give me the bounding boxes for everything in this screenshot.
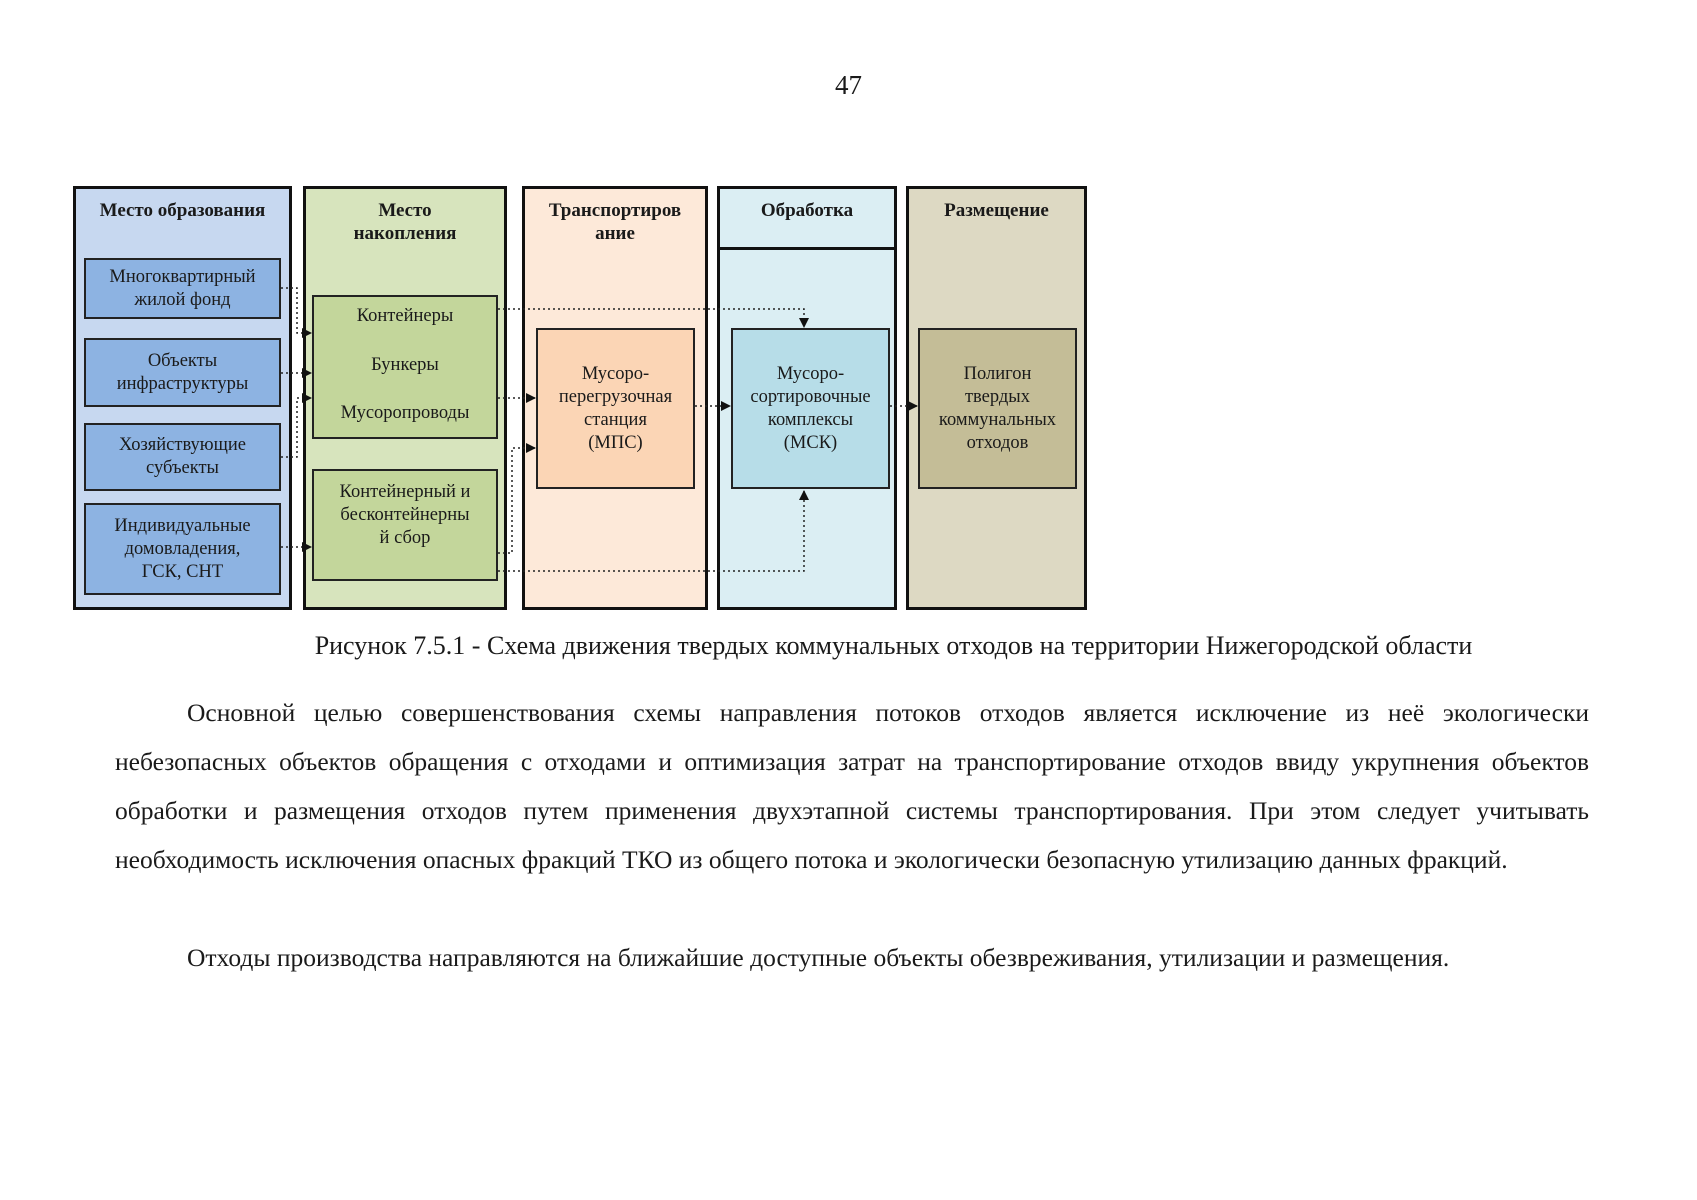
paragraph-1: Основной целью совершенствования схемы направления потоков отходов является исключение из неё экологически небезопасных объектов обращения с отходами и оптимизация затрат на транспортирование отходов ввиду укрупнения объектов обработки и размещения отходов путем применения двухэтапной системы транспортирования. При этом следует учитывать необходимость исключения опасных фракций ТКО из общего потока и экологически безопасную утилизацию данных фракций.: [115, 698, 1589, 874]
column-accumulation-title: Место накопления: [353, 200, 457, 244]
connector-containers-sorting: [498, 309, 804, 327]
bunkers-label: Бункеры: [371, 354, 439, 375]
page-number: 47: [835, 70, 862, 100]
connector-collection-transfer: [498, 448, 535, 553]
paragraph-2: Отходы производства направляются на ближайшие доступные объекты обезвреживания, утилизации и размещения.: [187, 943, 1450, 972]
figure-caption: Рисунок 7.5.1 - Схема движения твердых коммунальных отходов на территории Нижегородской области: [314, 631, 1473, 660]
source-infrastructure: Объекты инфраструктуры: [84, 338, 281, 407]
source-apartment-housing: Многоквартирный жилой фонд: [84, 258, 281, 319]
source-businesses: Хозяйствующие субъекты: [84, 423, 281, 491]
transfer-station-box: Мусоро- перегрузочная станция (МПС): [536, 328, 695, 489]
connector-businesses: [281, 398, 311, 457]
column-processing-title: Обработка: [760, 200, 854, 221]
containers-label: Контейнеры: [356, 306, 454, 326]
connector-collection-sorting: [498, 491, 804, 571]
source-private-households: Индивидуальные домовладения, ГСК, СНТ: [84, 503, 281, 595]
sorting-complex-box: Мусоро- сортировочные комплексы (МСК): [731, 328, 890, 489]
garbage-chutes-label: Мусоропроводы: [340, 403, 470, 423]
collection-box: Контейнерный и бесконтейнерны й сбор: [312, 469, 498, 581]
column-transport-title: Транспортиров ание: [548, 200, 682, 244]
landfill-box: Полигон твердых коммунальных отходов: [918, 328, 1077, 489]
connector-housing: [281, 288, 311, 333]
column-placement-title: Размещение: [944, 200, 1049, 221]
column-origin-title: Место образования: [99, 200, 266, 221]
